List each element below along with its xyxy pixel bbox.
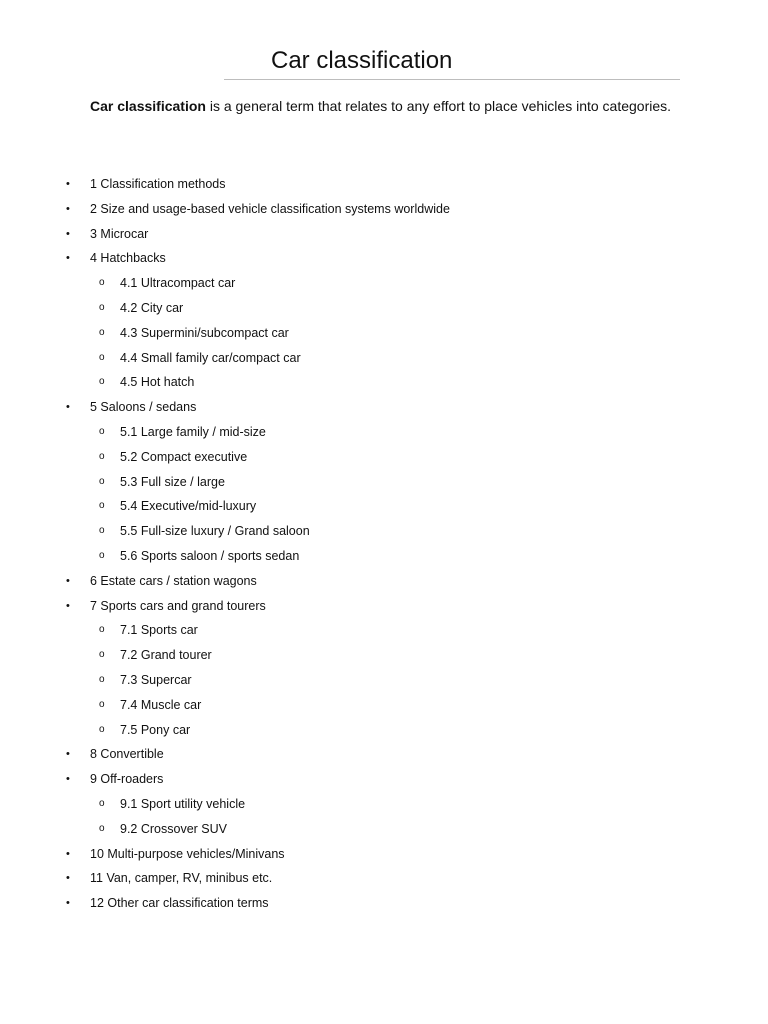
toc-subitem <box>0 370 768 395</box>
toc-subitem <box>0 296 768 321</box>
sub-bullet-marker: o <box>99 649 105 661</box>
toc-item-label: 5.1 Large family / mid-size <box>120 424 266 439</box>
toc-item-label: 12 Other car classification terms <box>90 896 269 911</box>
toc-item-label: 7.5 Pony car <box>120 722 191 737</box>
toc-subitem <box>0 420 768 445</box>
bullet-marker: • <box>66 401 70 414</box>
sub-bullet-marker: o <box>99 351 105 363</box>
sub-bullet-marker: o <box>99 450 105 462</box>
toc-subitem <box>0 494 768 519</box>
toc-item-label: 5 Saloons / sedans <box>90 400 197 415</box>
sub-bullet-marker: o <box>99 475 105 487</box>
toc-item-label: 4.5 Hot hatch <box>120 375 195 390</box>
toc-item-label: 9.1 Sport utility vehicle <box>120 796 246 811</box>
sub-bullet-marker: o <box>99 822 105 834</box>
sub-bullet-marker: o <box>99 797 105 809</box>
toc-item <box>0 569 768 594</box>
sub-bullet-marker: o <box>99 376 105 388</box>
toc-item-label: 5.3 Full size / large <box>120 474 225 489</box>
sub-bullet-marker: o <box>99 698 105 710</box>
table-of-contents <box>0 172 768 916</box>
toc-item-label: 4.4 Small family car/compact car <box>120 350 301 365</box>
toc-subitem <box>0 470 768 495</box>
toc-item-label: 4.3 Supermini/subcompact car <box>120 325 289 340</box>
page-title: Car classification <box>271 47 453 74</box>
toc-item-label: 9.2 Crossover SUV <box>120 821 227 836</box>
bullet-marker: • <box>66 599 70 612</box>
bullet-marker: • <box>66 847 70 860</box>
toc-subitem <box>0 618 768 643</box>
toc-subitem <box>0 643 768 668</box>
toc-item-label: 7.3 Supercar <box>120 672 192 687</box>
intro-term: Car classification <box>90 98 206 114</box>
toc-subitem <box>0 693 768 718</box>
toc-item <box>0 767 768 792</box>
toc-subitem <box>0 271 768 296</box>
toc-subitem <box>0 668 768 693</box>
toc-item-label: 6 Estate cars / station wagons <box>90 573 257 588</box>
bullet-marker: • <box>66 872 70 885</box>
toc-subitem <box>0 544 768 569</box>
toc-item <box>0 594 768 619</box>
toc-item <box>0 246 768 271</box>
sub-bullet-marker: o <box>99 525 105 537</box>
sub-bullet-marker: o <box>99 326 105 338</box>
toc-item-label: 10 Multi-purpose vehicles/Minivans <box>90 846 285 861</box>
intro-text: is a general term that relates to any effort to place vehicles into categories. <box>205 98 672 114</box>
bullet-marker: • <box>66 178 70 190</box>
sub-bullet-marker: o <box>99 673 105 685</box>
toc-item <box>0 866 768 891</box>
toc-item <box>0 891 768 916</box>
bullet-marker: • <box>66 574 70 587</box>
toc-item <box>0 395 768 420</box>
sub-bullet-marker: o <box>99 500 105 512</box>
toc-item-label: 9 Off-roaders <box>90 772 164 787</box>
toc-item-label: 1 Classification methods <box>90 177 226 191</box>
bullet-marker: • <box>66 202 70 215</box>
toc-subitem <box>0 718 768 743</box>
bullet-marker: • <box>66 227 70 240</box>
toc-subitem <box>0 321 768 346</box>
toc-item-label: 7.2 Grand tourer <box>120 648 212 663</box>
toc-item-label: 7.1 Sports car <box>120 623 198 638</box>
sub-bullet-marker: o <box>99 549 105 561</box>
toc-subitem <box>0 445 768 470</box>
toc-subitem <box>0 792 768 817</box>
bullet-marker: • <box>66 748 70 761</box>
toc-item <box>0 842 768 867</box>
toc-subitem <box>0 346 768 371</box>
toc-item-label: 5.6 Sports saloon / sports sedan <box>120 548 300 563</box>
bullet-marker: • <box>66 773 70 786</box>
toc-item-label: 2 Size and usage-based vehicle classification systems worldwide <box>90 201 450 216</box>
bullet-marker: • <box>66 252 70 265</box>
sub-bullet-marker: o <box>99 723 105 735</box>
intro-paragraph <box>90 96 730 116</box>
toc-item <box>0 172 768 197</box>
toc-item-label: 7 Sports cars and grand tourers <box>90 598 266 613</box>
toc-item <box>0 197 768 222</box>
toc-item-label: 5.4 Executive/mid-luxury <box>120 499 257 514</box>
toc-item-label: 8 Convertible <box>90 747 164 762</box>
sub-bullet-marker: o <box>99 624 105 636</box>
sub-bullet-marker: o <box>99 277 105 289</box>
toc-item-label: 5.2 Compact executive <box>120 449 248 464</box>
toc-item <box>0 742 768 767</box>
toc-item-label: 4.2 City car <box>120 300 184 315</box>
toc-item-label: 11 Van, camper, RV, minibus etc. <box>90 871 273 886</box>
toc-item-label: 4 Hatchbacks <box>90 251 166 266</box>
toc-item-label: 3 Microcar <box>90 226 149 241</box>
toc-subitem <box>0 519 768 544</box>
bullet-marker: • <box>66 897 70 910</box>
toc-item <box>0 222 768 247</box>
toc-item-label: 4.1 Ultracompact car <box>120 276 236 291</box>
toc-subitem <box>0 817 768 842</box>
sub-bullet-marker: o <box>99 425 105 437</box>
title-divider <box>224 79 680 80</box>
sub-bullet-marker: o <box>99 301 105 313</box>
toc-item-label: 7.4 Muscle car <box>120 697 202 712</box>
toc-item-label: 5.5 Full-size luxury / Grand saloon <box>120 524 310 539</box>
